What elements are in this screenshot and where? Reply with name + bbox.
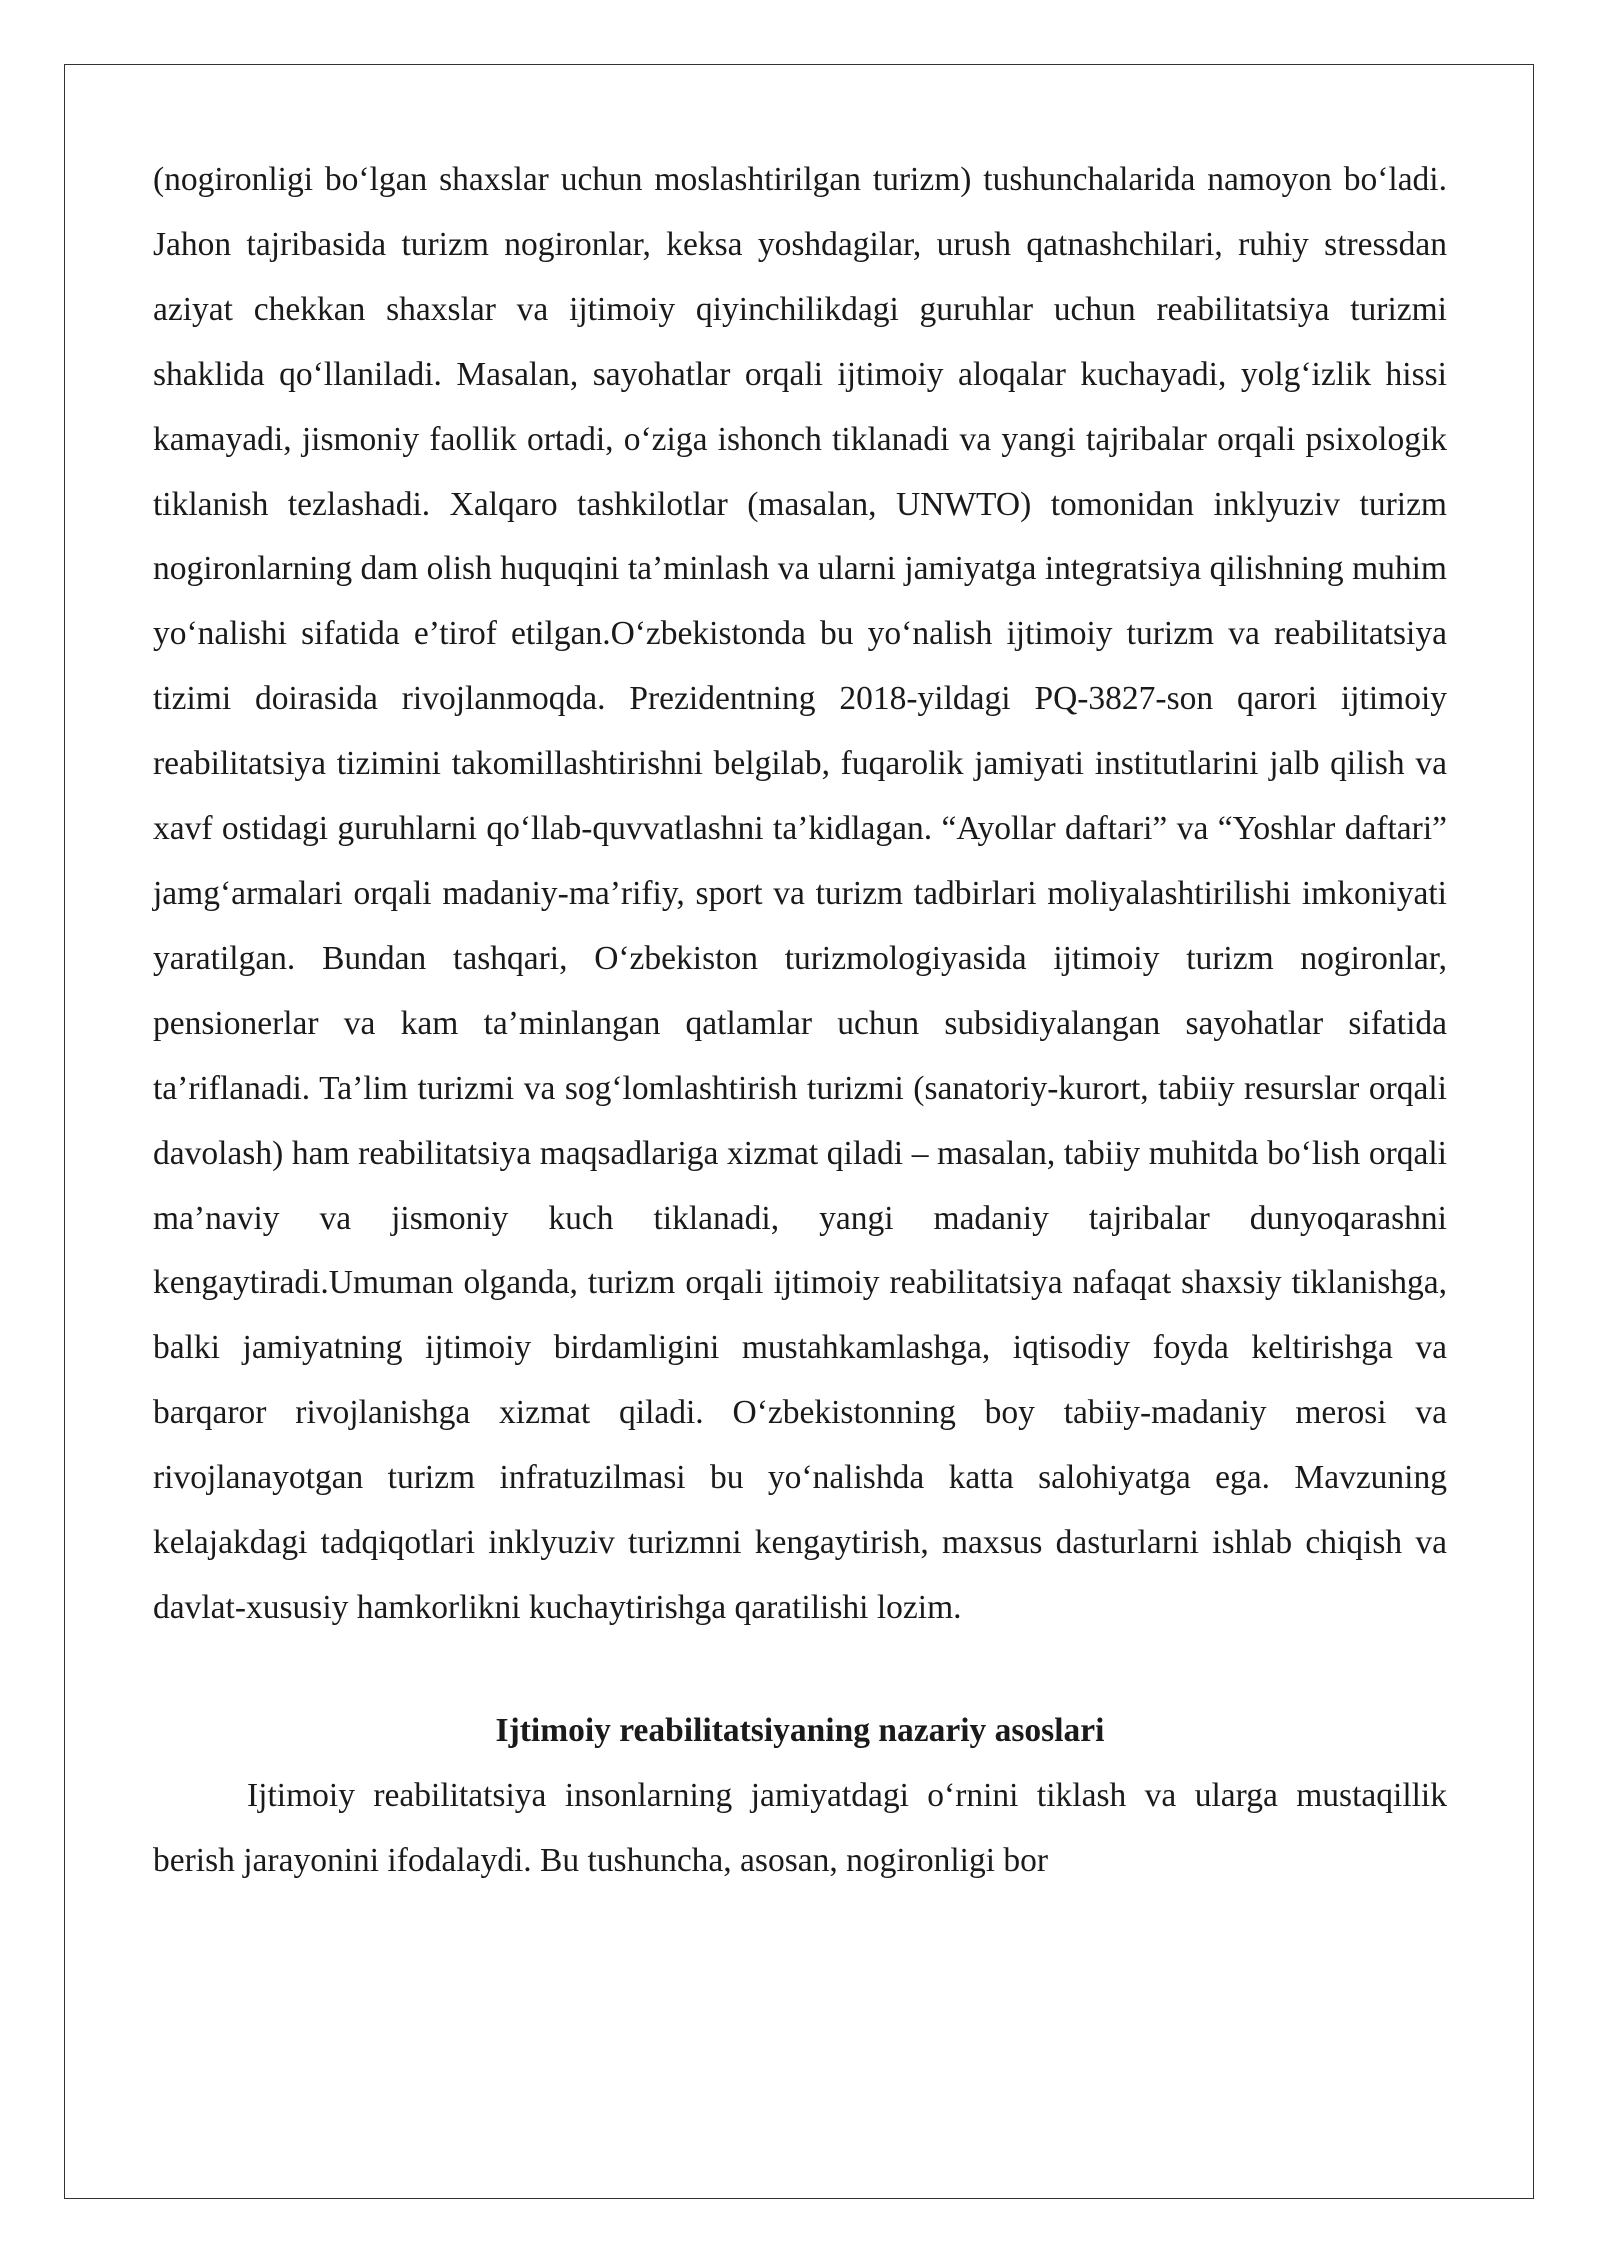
body-paragraph-continued: Ijtimoiy reabilitatsiya insonlarning jamiyatdagi o‘rnini tiklash va ularga mustaqillik berish jarayonini ifodalaydi. Bu tushuncha, asosan, nogironligi bor xyxy=(153,1776,1447,1879)
section-heading: Ijtimoiy reabilitatsiyaning nazariy asoslari xyxy=(495,1711,1105,1749)
body-paragraph: (nogironligi bo‘lgan shaxslar uchun moslashtirilgan turizm) tushunchalarida namoyon bo‘ladi. Jahon tajribasida turizm nogironlar, keksa yoshdagilar, urush qatnashchilari, ruhiy stressdan aziyat chekkan shaxslar va ijtimoiy qiyinchilikdagi guruhlar uchun reabilitatsiya turizmi shaklida qo‘llaniladi. Masalan, sayohatlar orqali ijtimoiy aloqalar kuchayadi, yolg‘izlik hissi kamayadi, jismoniy faollik ortadi, o‘ziga ishonch tiklanadi va yangi tajribalar orqali psixologik tiklanish tezlashadi. Xalqaro tashkilotlar (masalan, UNWTO) tomonidan inklyuziv turizm nogironlarning dam olish huquqini ta’minlash va ularni jamiyatga integratsiya qilishning muhim yo‘nalishi sifatida e’tirof etilgan.O‘zbekistonda bu yo‘nalish ijtimoiy turizm va reabilitatsiya tizimi doirasida rivojlanmoqda. Prezidentning 2018-yildagi PQ-3827-son qarori ijtimoiy reabilitatsiya tizimini takomillashtirishni belgilab, fuqarolik jamiyati institutlarini jalb qilish va xavf ostidagi guruhlarni qo‘llab-quvvatlashni ta’kidlagan. “Ayollar daftari” va “Yoshlar daftari” jamg‘armalari orqali madaniy-ma’rifiy, sport va turizm tadbirlari moliyalashtirilishi imkoniyati yaratilgan. Bundan tashqari, O‘zbekiston turizmologiyasida ijtimoiy turizm nogironlar, pensionerlar va kam ta’minlangan qatlamlar uchun subsidiyalangan sayohatlar sifatida ta’riflanadi. Ta’lim turizmi va sog‘lomlashtirish turizmi (sanatoriy-kurort, tabiiy resurslar orqali davolash) ham reabilitatsiya maqsadlariga xizmat qiladi – masalan, tabiiy muhitda bo‘lish orqali ma’naviy va jismoniy kuch tiklanadi, yangi madaniy tajribalar dunyoqarashni kengaytiradi.Umuman olganda, turizm orqali ijtimoiy reabilitatsiya nafaqat shaxsiy tiklanishga, balki jamiyatning ijtimoiy birdamligini mustahkamlashga, iqtisodiy foyda keltirishga va barqaror rivojlanishga xizmat qiladi. O‘zbekistonning boy tabiiy-madaniy merosi va rivojlanayotgan turizm infratuzilmasi bu yo‘nalishda katta salohiyatga ega. Mavzuning kelajakdagi tadqiqotlari inklyuziv turizmni kengaytirish, maxsus dasturlarni ishlab chiqish va davlat-xususiy hamkorlikni kuchaytirishga qaratilishi lozim. xyxy=(153,161,1447,1626)
page-content xyxy=(153,148,1447,1894)
